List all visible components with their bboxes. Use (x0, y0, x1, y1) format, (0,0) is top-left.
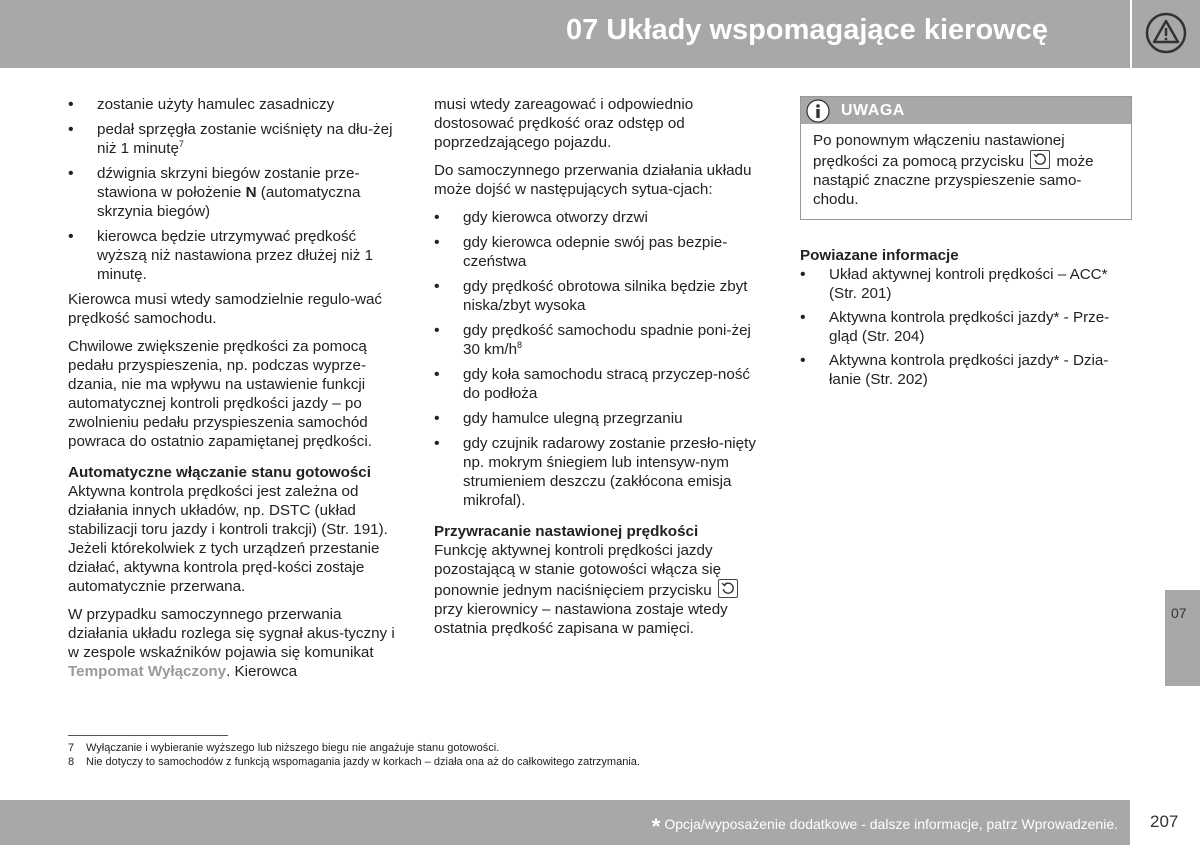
bullet-list (434, 208, 764, 510)
chapter-title: 07 Układy wspomagające kierowcę (566, 14, 1048, 46)
resume-arrow-icon (721, 581, 735, 595)
notice-box (800, 96, 1132, 220)
footer-note: * Opcja/wyposażenie dodatkowe - dalsze informacje, patrz Wprowadzenie. (651, 814, 1118, 839)
paragraph: Chwilowe zwiększenie prędkości za pomocą pedału przyspieszenia, np. podczas wyprze-dzania, nie ma wpływu na ustawienie funkcji automatycznej kontroli prędkości jazdy – po zwolnieniu pedału przyspieszenia samochód powraca do ostatnio zapamiętanej prędkości. (68, 338, 372, 450)
list-item: • gdy hamulce ulegną przegrzaniu (434, 409, 764, 428)
paragraph: W przypadku samoczynnego przerwania działania układu rozlega się sygnał akus-tyczny i w zespole wskaźników pojawia się komunikat Tempomat Wyłączony. Kierowca (68, 606, 395, 680)
related-link[interactable]: • Aktywna kontrola prędkości jazdy* - Prze-gląd (Str. 204) (800, 308, 1132, 346)
page-number: 207 (1150, 812, 1179, 831)
related-link[interactable]: • Aktywna kontrola prędkości jazdy* - Dzia-łanie (Str. 202) (800, 351, 1132, 389)
info-icon (806, 99, 830, 123)
header-bar (0, 0, 1130, 68)
column-2 (434, 95, 764, 647)
section-heading: Przywracanie nastawionej prędkości (434, 523, 699, 540)
footnote-ref: 8 (517, 339, 523, 350)
footnote-divider (68, 735, 228, 736)
related-link[interactable]: • Układ aktywnej kontroli prędkości – ACC* (Str. 201) (800, 265, 1132, 303)
warning-triangle-icon (1145, 12, 1187, 54)
list-item: • gdy koła samochodu stracą przyczep-ność do podłoża (434, 365, 764, 403)
notice-text: Po ponownym włączeniu nastawionej prędkości za pomocą przycisku może nastąpić znaczne przyspieszenie samo-chodu. (813, 132, 1094, 208)
resume-button-icon (718, 579, 738, 598)
bullet-list (68, 95, 403, 284)
resume-arrow-icon (1033, 152, 1047, 166)
notice-header (801, 97, 1131, 124)
list-item: • pedał sprzęgła zostanie wciśnięty na dłu-żej niż 1 minutę$^7$ (68, 120, 403, 158)
footnote: 7 Wyłączanie i wybieranie wyższego lub niższego biegu nie angażuje stanu gotowości. (68, 742, 500, 754)
paragraph: Do samoczynnego przerwania działania układu może dojść w następujących sytua-cjach: (434, 162, 752, 198)
footnotes (68, 741, 640, 769)
notice-title: UWAGA (841, 102, 905, 119)
paragraph: Funkcję aktywnej kontroli prędkości jazdy pozostającą w stanie gotowości włącza się ponownie jednym naciśnięciem przycisku przy kierownicy – nastawiona zostaje wtedy ostatnia prędkość zapisana w pamięci. (434, 541, 764, 638)
list-item: • kierowca będzie utrzymywać prędkość wyższą niż nastawiona przez dłużej niż 1 minutę. (68, 227, 403, 284)
column-3 (800, 95, 1132, 395)
display-message: Tempomat Wyłączony (68, 663, 227, 680)
list-item: • gdy kierowca otworzy drzwi (434, 208, 764, 227)
section-heading: Automatyczne włączanie stanu gotowości (68, 464, 371, 481)
list-item: • gdy kierowca odepnie swój pas bezpie-czeństwa (434, 233, 764, 271)
paragraph: musi wtedy zareagować i odpowiednio dostosować prędkość oraz odstęp od poprzedzającego pojazdu. (434, 96, 694, 151)
paragraph: Kierowca musi wtedy samodzielnie regulo-wać prędkość samochodu. (68, 291, 383, 327)
chapter-tab-label: 07 (1171, 605, 1187, 621)
list-item: • gdy czujnik radarowy zostanie przesło-nięty np. mokrym śniegiem lub intensyw-nym strumieniem deszczu (zakłócona emisja mikrofal). (434, 434, 764, 510)
header-icon-box (1132, 0, 1200, 68)
related-list (800, 265, 1132, 389)
column-1 (68, 95, 403, 690)
related-heading: Powiazane informacje (800, 247, 959, 264)
paragraph: Aktywna kontrola prędkości jest zależna od działania innych układów, np. DSTC (układ stabilizacji toru jazdy i kontroli trakcji) (Str. 191). Jeżeli którekolwiek z tych urządzeń przestanie działać, aktywna kontrola pręd-kości zostaje automatycznie przerwana. (68, 483, 388, 595)
resume-button-icon (1030, 150, 1050, 169)
list-item: • zostanie użyty hamulec zasadniczy (68, 95, 403, 114)
chapter-side-tab (1165, 590, 1200, 686)
footnote-ref: 7 (178, 138, 184, 149)
list-item: • gdy prędkość samochodu spadnie poni-żej 30 $km/h^8$ (434, 321, 764, 359)
footer-bar (0, 800, 1130, 845)
footnote: 8 Nie dotyczy to samochodów z funkcją wspomagania jazdy w korkach – działa ona aż do całkowitego zatrzymania. (68, 756, 640, 768)
list-item: • gdy prędkość obrotowa silnika będzie zbyt niska/zbyt wysoka (434, 277, 764, 315)
list-item: • dźwignia skrzyni biegów zostanie prze-stawiona w położenie N (automatyczna skrzynia biegów) (68, 164, 403, 221)
